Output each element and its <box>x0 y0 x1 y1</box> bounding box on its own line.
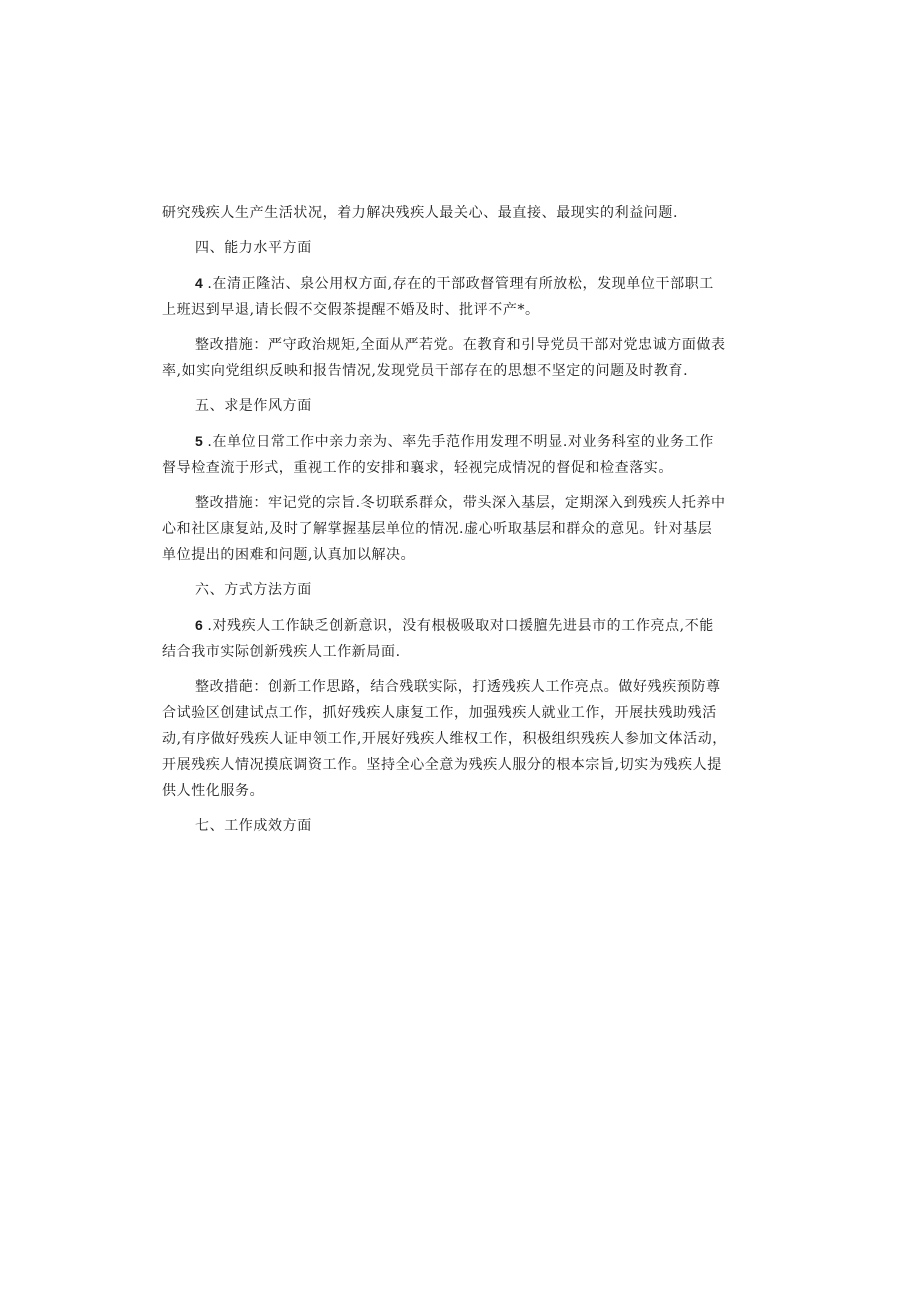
measure-line: 整改措施：严守政治规矩,全面从严若党。在教育和引导党员干部对党忠诚方面做表 <box>195 337 726 353</box>
item-number: 6 <box>195 617 204 633</box>
section-heading: 五、求是作风方面 <box>195 398 312 414</box>
problem-line: 督导检查流于形式，重视工作的安排和襄求，轻视完成情况的督促和检查落实。 <box>162 460 673 476</box>
problem-text: .在单位日常工作中亲力亲为、率先手范作用发理不明显.对业务科室的业务工作 <box>207 434 714 450</box>
measure-paragraph <box>162 490 762 568</box>
document-page <box>162 200 762 839</box>
problem-line <box>162 270 762 297</box>
measure-line: 动,有序做好残疾人证申领工作,开展好残疾人维权工作，积极组织残疾人参加文体活动， <box>162 731 727 747</box>
problem-line <box>162 612 762 639</box>
measure-line: 合试验区创建试点工作，抓好残疾人康复工作，加强残疾人就业工作，开展扶残助残活 <box>162 705 717 721</box>
measure-paragraph <box>162 674 762 804</box>
problem-text: .对残疾人工作缺乏创新意识，没有根极吸取对口援膻先进县市的工作亮点,不能 <box>207 618 714 634</box>
item-number: 5 <box>195 433 204 449</box>
section-heading: 四、能力水平方面 <box>195 240 312 256</box>
section-heading: 七、工作成效方面 <box>195 818 312 834</box>
problem-paragraph <box>162 428 762 481</box>
intro-line: 研究残疾人生产生活状况，着力解决残疾人最关心、最直接、最现实的利益问题. <box>162 205 679 221</box>
measure-line: 单位提出的困难和问题,认真加以解决。 <box>162 547 416 563</box>
measure-line: 率,如实向党组织反映和报告情况,发现党员干部存在的思想不坚定的问题及时教育. <box>162 363 689 379</box>
problem-line <box>162 428 762 455</box>
measure-paragraph <box>162 332 762 384</box>
measure-line: 心和社区康复站,及时了解掌握基层单位的情况.虚心听取基层和群众的意见。针对基层 <box>162 521 713 537</box>
problem-line: 结合我市实际创新残疾人工作新局面. <box>162 644 401 660</box>
measure-line: 整改措施：牢记党的宗旨.冬切联系群众，带头深入基层，定期深入到残疾人托养中 <box>195 495 726 511</box>
measure-line: 整改措葩：创新工作思路，结合残联实际，打透残疾人工作亮点。做好残疾预防尊 <box>195 679 721 695</box>
item-number: 4 <box>195 275 204 291</box>
measure-line: 开展残疾人情况摸底调资工作。坚持全心全意为残疾人服分的根本宗旨,切实为残疾人提 <box>162 757 722 773</box>
measure-line: 供人性化服务。 <box>162 783 265 799</box>
problem-paragraph <box>162 270 762 323</box>
problem-line: 上班迟到早退,请长假不交假茶提醒不婚及时、批评不产*。 <box>162 302 540 318</box>
section-heading: 六、方式方法方面 <box>195 582 312 598</box>
problem-paragraph <box>162 612 762 665</box>
problem-text: .在清正隆沽、泉公用权方面,存在的干部政督管理有所放松，发现单位干部职工 <box>207 276 714 292</box>
